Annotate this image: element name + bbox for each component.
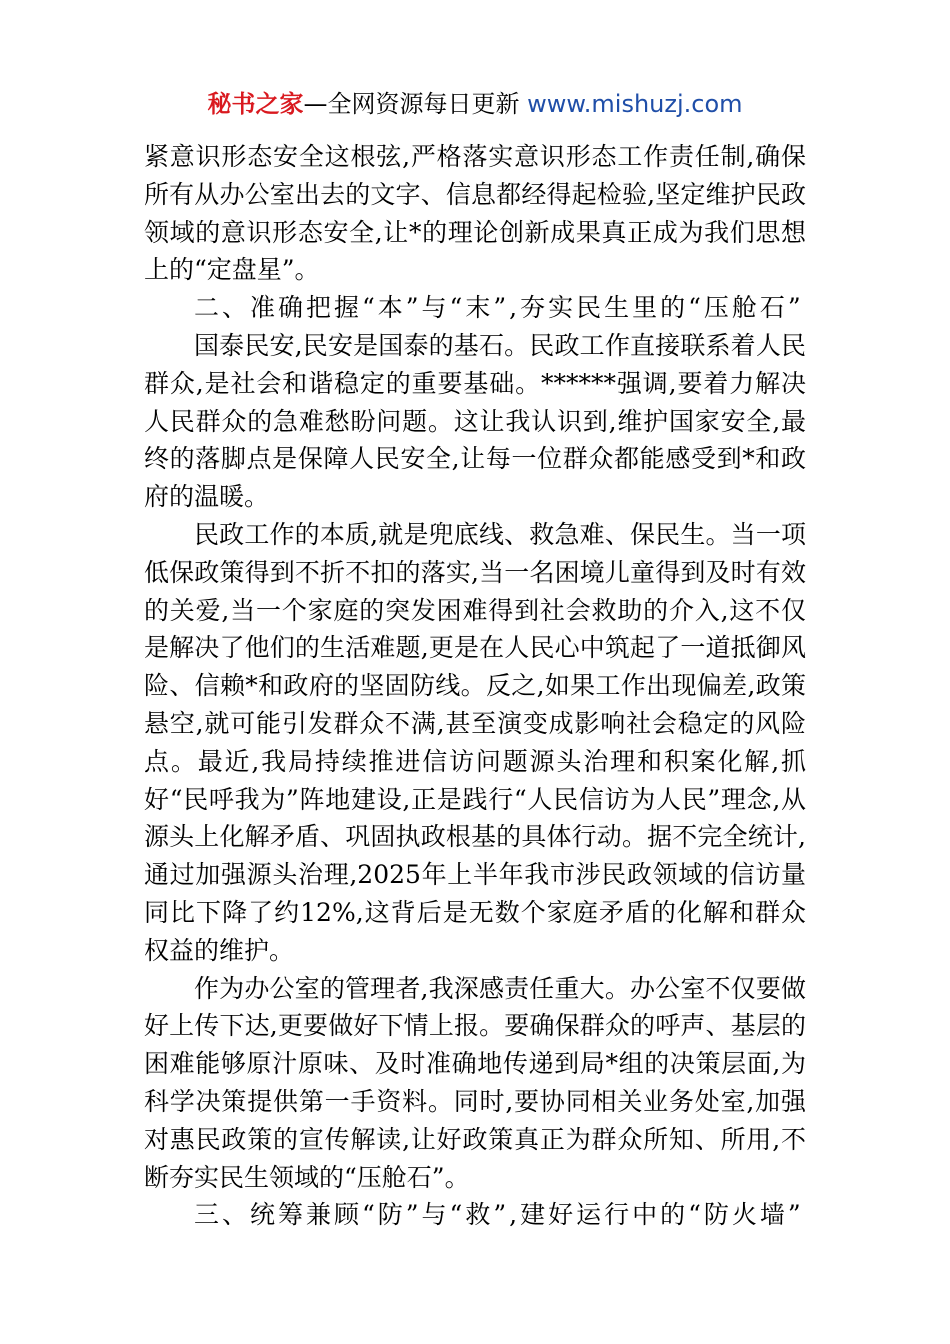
continuation-paragraph: 紧意识形态安全这根弦,严格落实意识形态工作责任制,确保所有从办公室出去的文字、信息都经得起检验,坚定维护民政领域的意识形态安全,让*的理论创新成果真正成为我们思想上的“定盘星”。	[144, 142, 806, 285]
brand-name: 秘书之家	[207, 90, 304, 118]
body-paragraph: 民政工作的本质,就是兜底线、救急难、保民生。当一项低保政策得到不折不扣的落实,当一名困境儿童得到及时有效的关爱,当一个家庭的突发困难得到社会救助的介入,这不仅是解决了他们的生活难题,更是在人民心中筑起了一道抵御风险、信赖*和政府的坚固防线。反之,如果工作出现偏差,政策悬空,就可能引发群众不满,甚至演变成影响社会稳定的风险点。最近,我局持续推进信访问题源头治理和积案化解,抓好“民呼我为”阵地建设,正是践行“人民信访为人民”理念,从源头上化解矛盾、巩固执政根基的具体行动。据不完全统计,通过加强源头治理,2025年上半年我市涉民政领域的信访量同比下降了约12%,这背后是无数个家庭矛盾的化解和群众权益的维护。	[144, 519, 806, 965]
body-paragraph: 作为办公室的管理者,我深感责任重大。办公室不仅要做好上传下达,更要做好下情上报。要确保群众的呼声、基层的困难能够原汁原味、及时准确地传递到局*组的决策层面,为科学决策提供第一手资料。同时,要协同相关业务处室,加强对惠民政策的宣传解读,让好政策真正为群众所知、所用,不断夯实民生领域的“压舱石”。	[144, 973, 806, 1192]
section-heading-2: 二、准确把握“本”与“末”,夯实民生里的“压舱石”	[194, 293, 804, 323]
document-body	[144, 138, 806, 1234]
page-header	[0, 84, 950, 124]
header-tagline: —全网资源每日更新	[303, 90, 528, 118]
site-url-link[interactable]: www.mishuzj.com	[527, 90, 743, 118]
body-paragraph: 国泰民安,民安是国泰的基石。民政工作直接联系着人民群众,是社会和谐稳定的重要基础。******强调,要着力解决人民群众的急难愁盼问题。这让我认识到,维护国家安全,最终的落脚点是保障人民安全,让每一位群众都能感受到*和政府的温暖。	[144, 330, 806, 512]
section-heading-3: 三、统筹兼顾“防”与“救”,建好运行中的“防火墙”	[194, 1200, 804, 1230]
